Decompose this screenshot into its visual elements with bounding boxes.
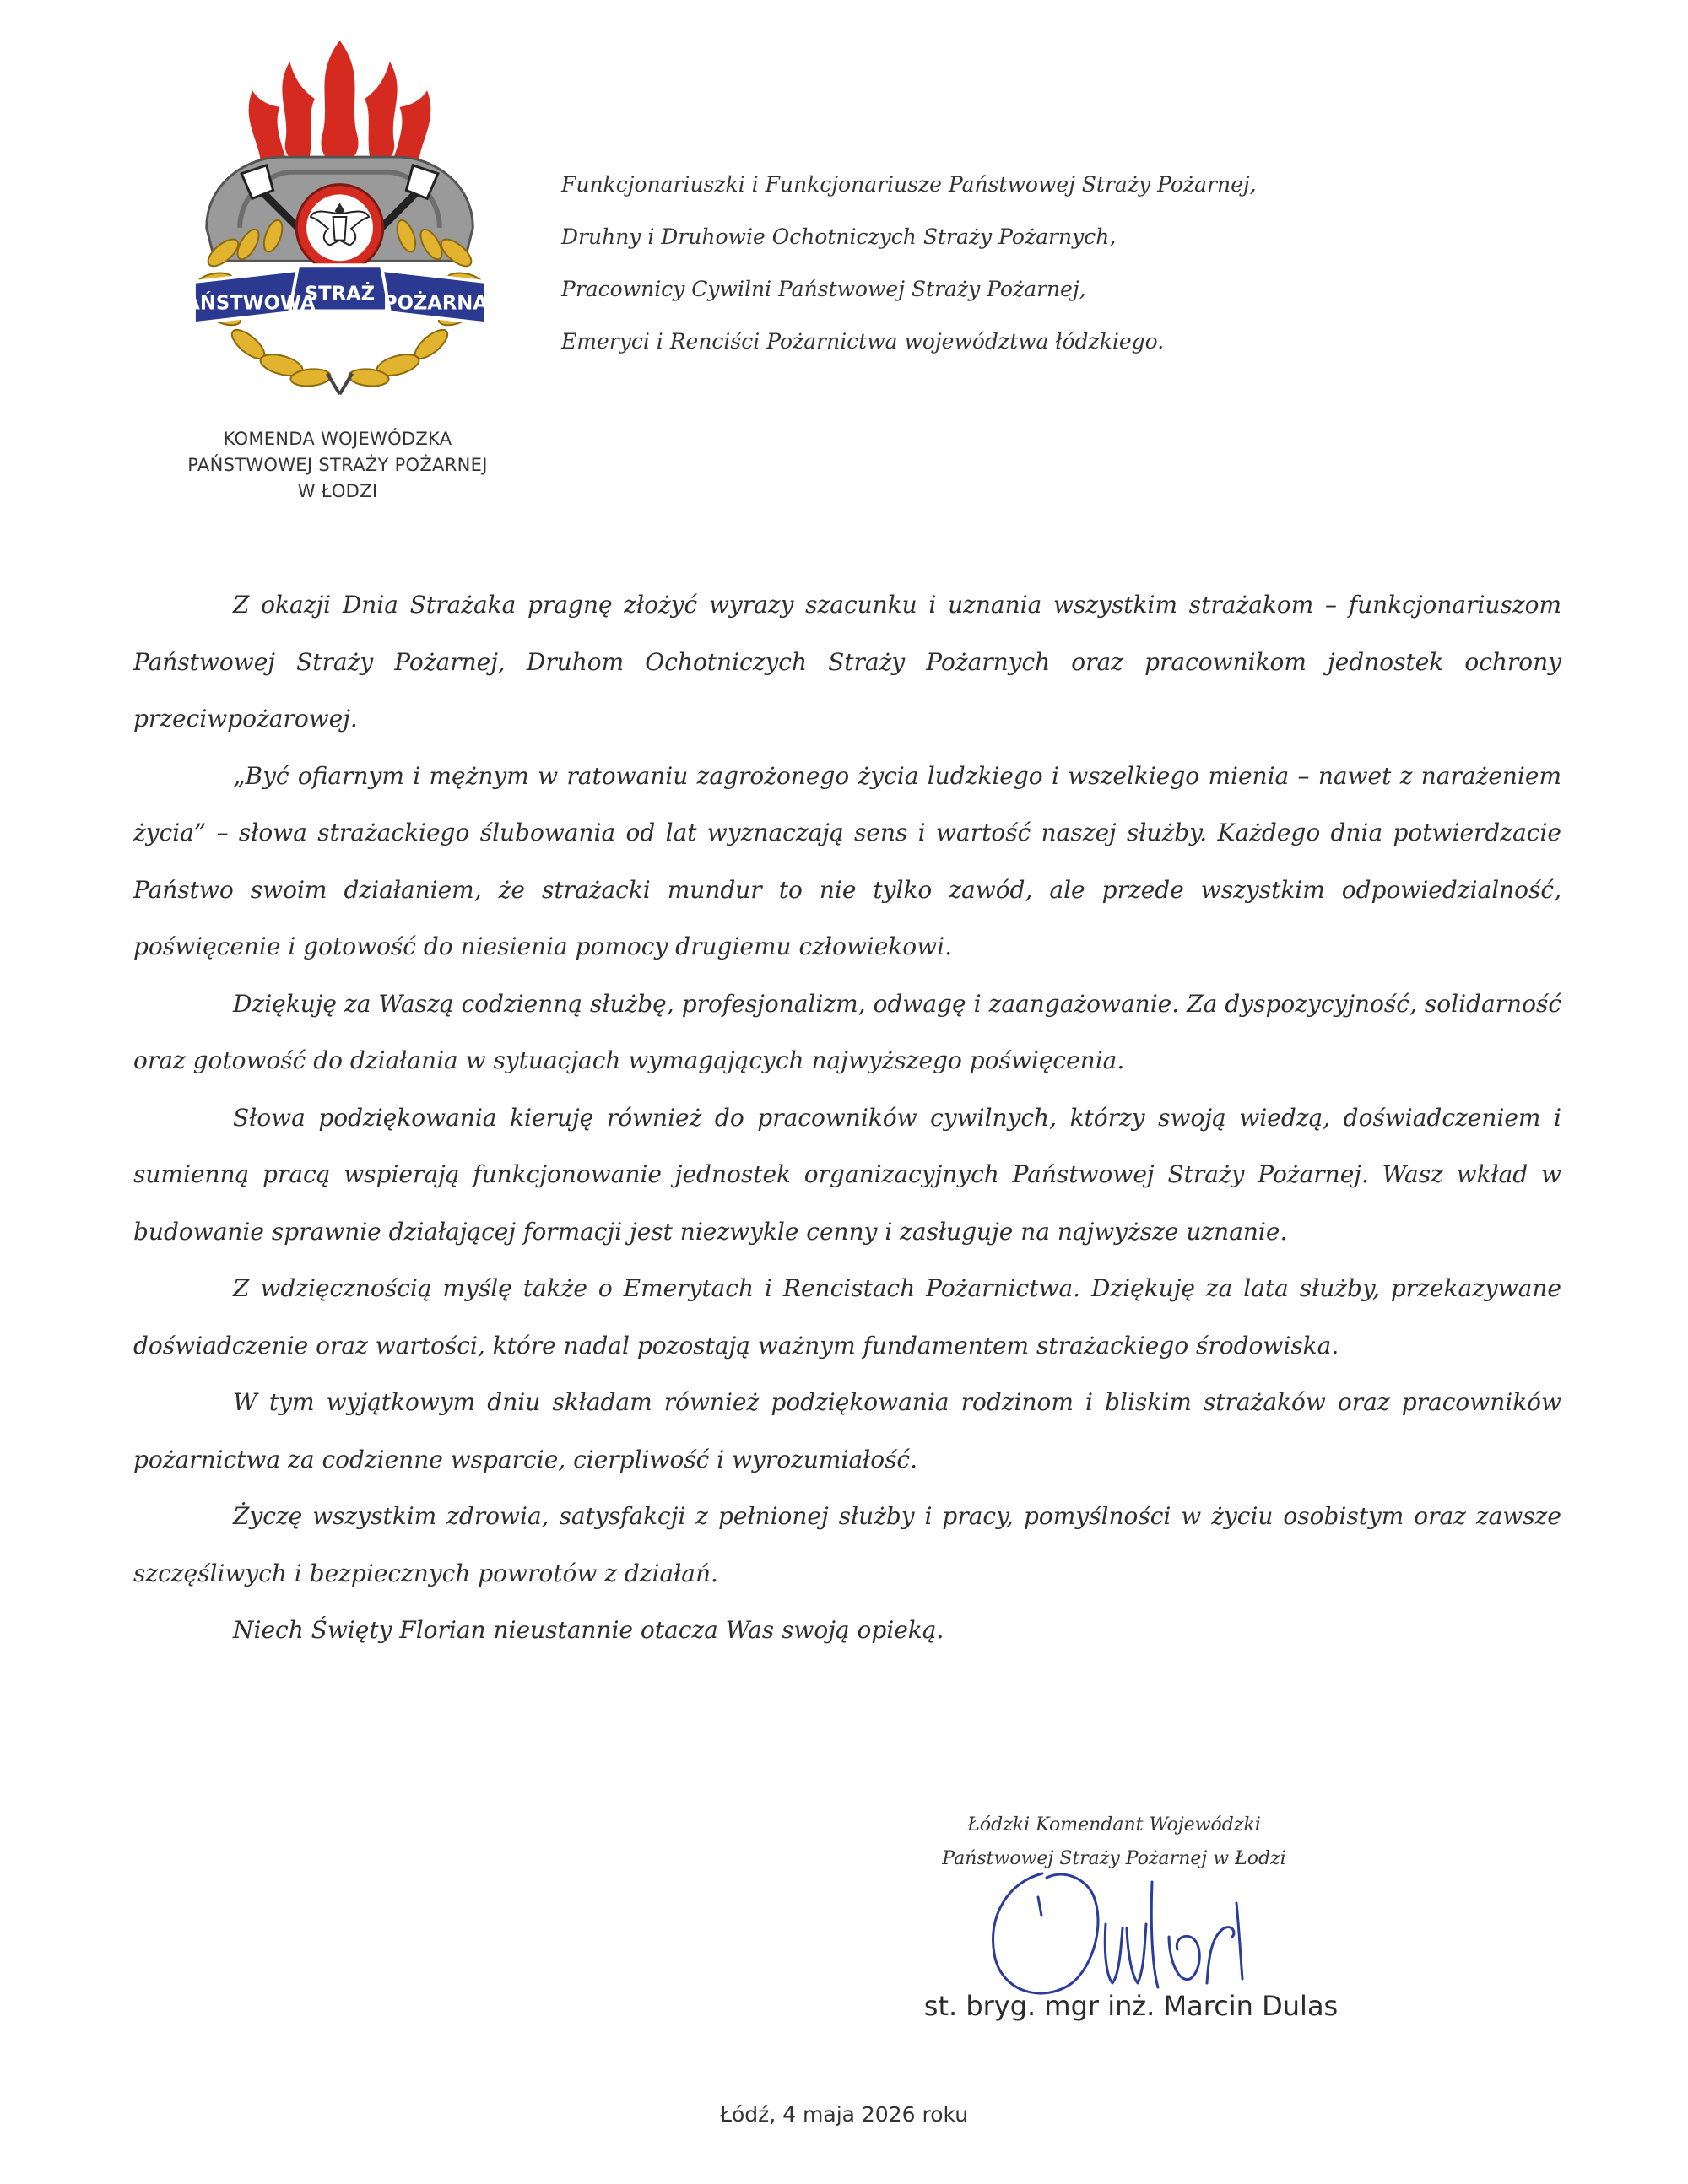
banner-word-2: STRAŻ bbox=[304, 283, 376, 305]
body-paragraph: W tym wyjątkowym dniu składam również podziękowania rodzinom i bliskim strażaków oraz pracowników pożarnictwa za codzienne wsparcie, cierpliwość i wyrozumiałość. bbox=[133, 1388, 1561, 1473]
recipients-list bbox=[561, 159, 1490, 368]
body-paragraph: Niech Święty Florian nieustannie otacza Was swoją opieką. bbox=[233, 1616, 944, 1644]
body-paragraph: Z okazji Dnia Strażaka pragnę złożyć wyrazy szacunku i uznania wszystkim strażakom – funkcjonariuszom Państwowej Straży Pożarnej, Druhom Ochotniczych Straży Pożarnych oraz pracownikom jednostek ochrony przeciwpożarowej. bbox=[133, 591, 1561, 733]
recipient-line: Druhny i Druhowie Ochotniczych Straży Pożarnych, bbox=[561, 224, 1117, 249]
signer-position-line-1: Łódzki Komendant Wojewódzki bbox=[967, 1814, 1261, 1835]
state-fire-service-emblem-icon bbox=[172, 38, 490, 401]
banner-word-1: PAŃSTWOWA bbox=[172, 292, 316, 315]
unit-name-line-1: KOMENDA WOJEWÓDZKA bbox=[223, 429, 452, 449]
recipient-line: Pracownicy Cywilni Państwowej Straży Pożarnej, bbox=[561, 277, 1086, 301]
unit-name bbox=[127, 426, 549, 505]
letter-body bbox=[133, 576, 1561, 1659]
unit-name-line-2: PAŃSTWOWEJ STRAŻY POŻARNEJ bbox=[187, 455, 488, 475]
body-paragraph: Życzę wszystkim zdrowia, satysfakcji z pełnionej służby i pracy, pomyślności w życiu osobistym oraz zawsze szczęśliwych i bezpiecznych powrotów z działań. bbox=[133, 1502, 1561, 1587]
signer-name: st. bryg. mgr inż. Marcin Dulas bbox=[923, 1990, 1339, 2022]
recipient-line: Funkcjonariuszki i Funkcjonariusze Państwowej Straży Pożarnej, bbox=[561, 172, 1257, 197]
date-place: Łódź, 4 maja 2026 roku bbox=[719, 2102, 969, 2127]
body-paragraph: Słowa podziękowania kieruję również do pracowników cywilnych, którzy swoją wiedzą, doświadczeniem i sumienną pracą wspierają funkcjonowanie jednostek organizacyjnych Państwowej Straży Pożarnej. Wasz wkład w budowanie sprawnie działającej formacji jest niezwykle cenny i zasługuje na najwyższe uznanie. bbox=[133, 1103, 1561, 1246]
body-paragraph: „Być ofiarnym i mężnym w ratowaniu zagrożonego życia ludzkiego i wszelkiego mienia – nawet z narażeniem życia” – słowa strażackiego ślubowania od lat wyznaczają sens i wartość naszej służby. Każdego dnia potwierdzacie Państwo swoim działaniem, że strażacki mundur to nie tylko zawód, ale przede wszystkim odpowiedzialność, poświęcenie i gotowość do niesienia pomocy drugiemu człowiekowi. bbox=[133, 761, 1561, 960]
signer-position-line-2: Państwowej Straży Pożarnej w Łodzi bbox=[942, 1848, 1286, 1869]
body-paragraph: Dziękuję za Waszą codzienną służbę, profesjonalizm, odwagę i zaangażowanie. Za dyspozycyjność, solidarność oraz gotowość do działania w sytuacjach wymagających najwyższego poświęcenia. bbox=[133, 989, 1561, 1074]
body-paragraph: Z wdzięcznością myślę także o Emerytach i Rencistach Pożarnictwa. Dziękuję za lata służby, przekazywane doświadczenie oraz wartości, które nadal pozostają ważnym fundamentem strażackiego środowiska. bbox=[133, 1274, 1561, 1360]
unit-name-line-3: W ŁODZI bbox=[297, 481, 378, 501]
banner-word-3: POŻARNA bbox=[382, 292, 488, 315]
recipient-line: Emeryci i Renciści Pożarnictwa województwa łódzkiego. bbox=[561, 329, 1165, 354]
